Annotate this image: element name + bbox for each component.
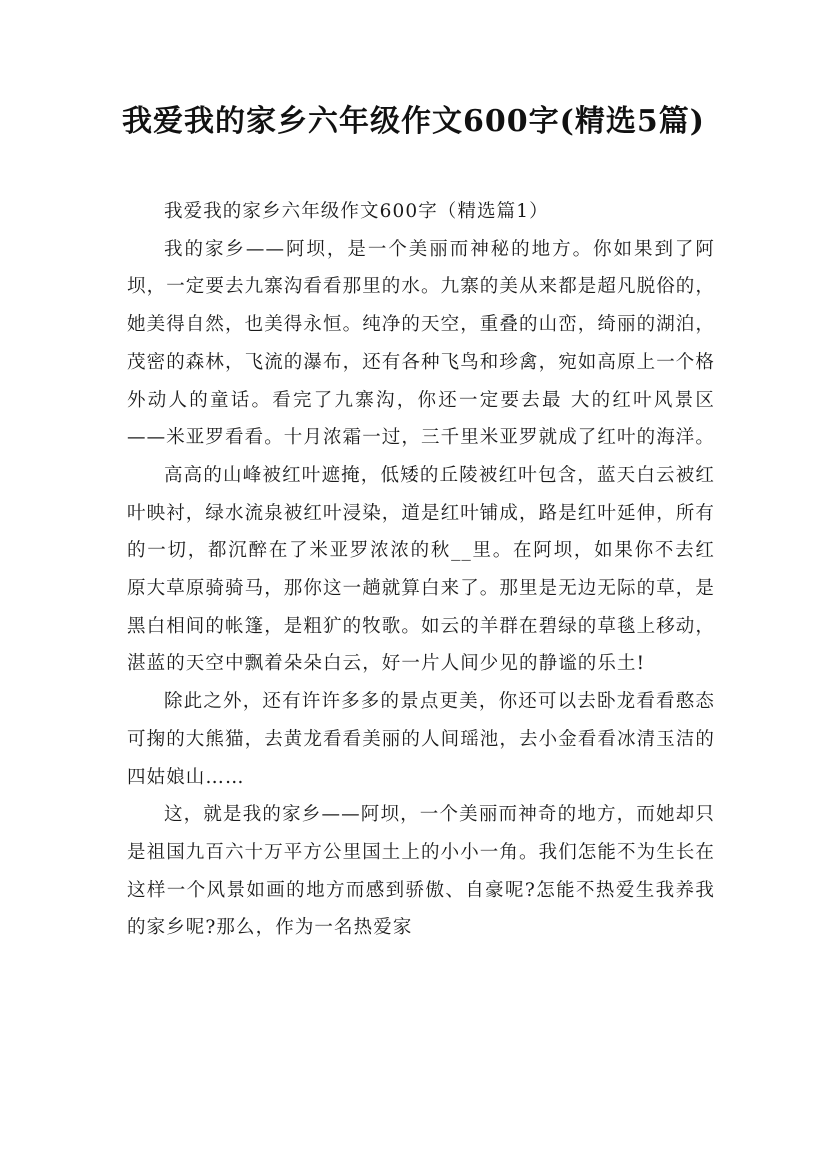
section-heading: 我爱我的家乡六年级作文600字（精选篇1） (164, 201, 549, 222)
paragraph: 除此之外，还有许许多多的景点更美，你还可以去卧龙看看憨态可掬的大熊猫，去黄龙看看美丽的人间瑶池，去小金看看冰清玉洁的四姑娘山…… (127, 691, 716, 788)
paragraph: 高高的山峰被红叶遮掩，低矮的丘陵被红叶包含，蓝天白云被红叶映衬，绿水流泉被红叶浸染，道是红叶铺成，路是红叶延伸，所有的一切，都沉醉在了米亚罗浓浓的秋__里。在阿坝，如果你不去红原大草原骑骑马，那你这一趟就算白来了。那里是无边无际的草，是黑白相间的帐篷，是粗犷的牧歌。如云的羊群在碧绿的草毯上移动，湛蓝的天空中飘着朵朵白云，好一片人间少见的静谧的乐土! (127, 464, 716, 675)
document-title: 我爱我的家乡六年级作文600字(精选5篇) (122, 104, 705, 139)
document-body (127, 193, 715, 947)
paragraph: 我的家乡——阿坝，是一个美丽而神秘的地方。你如果到了阿坝，一定要去九寨沟看看那里的水。九寨的美从来都是超凡脱俗的，她美得自然，也美得永恒。纯净的天空，重叠的山峦，绮丽的湖泊，茂密的森林，飞流的瀑布，还有各种飞鸟和珍禽，宛如高原上一个格外动人的童话。看完了九寨沟，你还一定要去最 大的红叶风景区——米亚罗看看。十月浓霜一过，三千里米亚罗就成了红叶的海洋。 (127, 238, 716, 449)
paragraph: 这，就是我的家乡——阿坝，一个美丽而神奇的地方，而她却只是祖国九百六十万平方公里国土上的小小一角。我们怎能不为生长在这样一个风景如画的地方而感到骄傲、自豪呢?怎能不热爱生我养我的家乡呢?那么，作为一名热爱家 (127, 804, 716, 939)
